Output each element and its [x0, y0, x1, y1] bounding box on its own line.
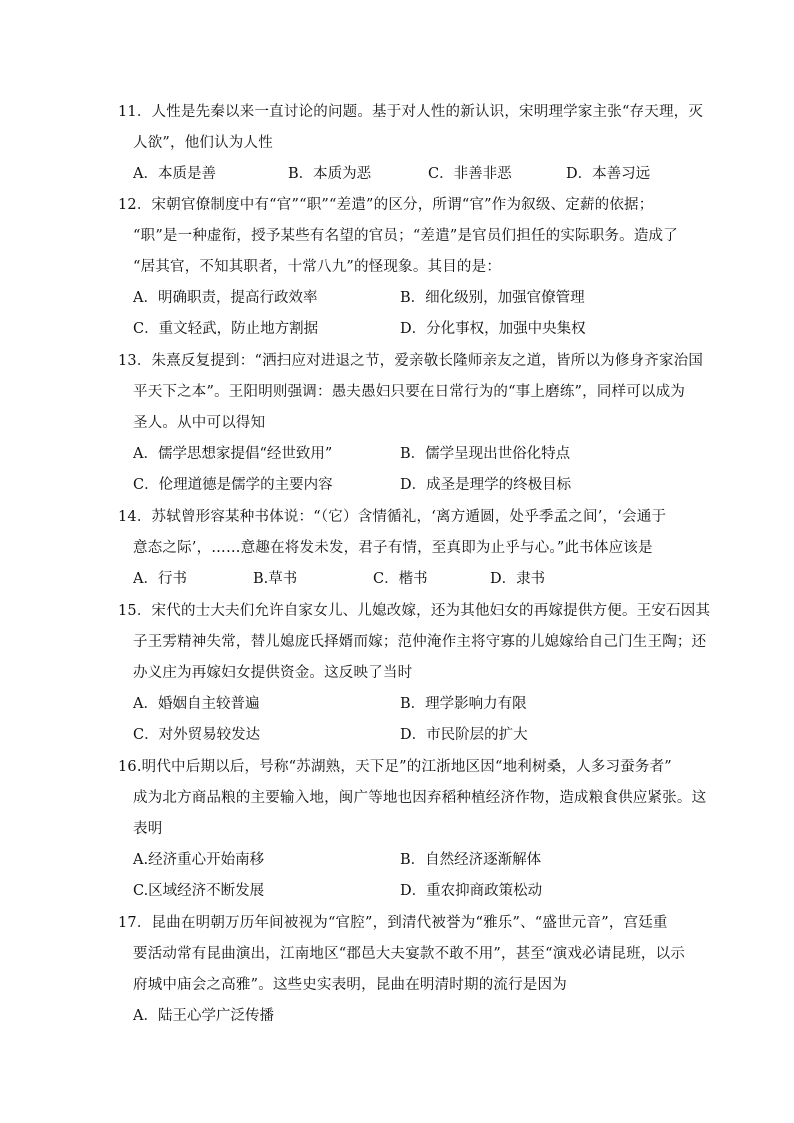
question-14-options [118, 564, 678, 595]
question-13-option-d[interactable]: D．成圣是理学的终极目标 [400, 477, 572, 493]
question-14-option-d[interactable]: D．隶书 [490, 571, 546, 587]
question-12-options-row-1 [118, 283, 678, 314]
question-11-option-d[interactable]: D．本善习远 [566, 166, 651, 182]
question-11-options [118, 159, 678, 190]
question-16-option-b[interactable]: B．自然经济逐渐解体 [400, 852, 542, 868]
question-17-option-a[interactable]: A．陆王心学广泛传播 [133, 1008, 274, 1024]
question-15-option-a[interactable]: A．婚姻自主较普遍 [133, 696, 260, 712]
question-13-stem-line-1: 13．朱熹反复提到：“洒扫应对进退之节，爱亲敬长隆师亲友之道，皆所以为修身齐家治国 [118, 353, 704, 369]
question-13-options-row-2 [118, 470, 678, 501]
question-13-stem-line-2: 平天下之本”。王阳明则强调：愚夫愚妇只要在日常行为的“事上磨练”，同样可以成为 [133, 384, 686, 400]
question-16-option-d[interactable]: D．重农抑商政策松动 [400, 883, 543, 899]
question-11-stem-line-1: 11．人性是先秦以来一直讨论的问题。基于对人性的新认识，宋明理学家主张“存天理，灭 [118, 104, 704, 120]
question-17-stem-line-2: 要活动常有昆曲演出，江南地区“郡邑大夫宴款不敢不用”，甚至“演戏必请昆班，以示 [133, 946, 686, 962]
question-16-options-row-1 [118, 845, 678, 876]
question-16-stem-line-1: 16.明代中后期以后，号称“苏湖熟，天下足”的江浙地区因“地利树桑，人多习蚕务者” [118, 759, 672, 775]
question-14-stem-line-2: 意态之际’，……意趣在将发未发，君子有情，至真即为止乎与心。”此书体应该是 [133, 540, 653, 556]
question-15-stem-line-2: 子王雱精神失常，替儿媳庞氏择婿而嫁；范仲淹作主将守寡的儿媳嫁给自己门生王陶；还 [133, 634, 707, 650]
question-11-option-b[interactable]: B．本质为恶 [288, 166, 372, 182]
question-15 [118, 596, 711, 751]
question-12 [118, 190, 678, 345]
question-13-options-row-1 [118, 439, 678, 470]
question-16-stem-line-3: 表明 [133, 821, 163, 837]
question-13 [118, 346, 704, 501]
question-16-option-a[interactable]: A.经济重心开始南移 [133, 852, 265, 868]
question-15-options-row-2 [118, 720, 678, 751]
question-17-stem-line-3: 府城中庙会之高雅”。这些史实表明，昆曲在明清时期的流行是因为 [133, 977, 567, 993]
question-15-options-row-1 [118, 689, 678, 720]
question-13-option-a[interactable]: A．儒学思想家提倡“经世致用” [133, 446, 333, 462]
question-13-option-b[interactable]: B．儒学呈现出世俗化特点 [400, 446, 571, 462]
question-14-option-c[interactable]: C．楷书 [373, 571, 428, 587]
question-12-stem-line-1: 12．宋朝官僚制度中有“官”“职”“差遣”的区分，所谓“官”作为叙级、定薪的依据； [118, 197, 654, 213]
question-16 [118, 752, 707, 907]
question-12-options-row-2 [118, 314, 678, 345]
question-16-option-c[interactable]: C.区域经济不断发展 [133, 883, 265, 899]
question-14-option-b[interactable]: B.草书 [253, 571, 298, 587]
question-12-stem-line-2: “职”是一种虚衔，授予某些有名望的官员；“差遣”是官员们担任的实际职务。造成了 [133, 228, 678, 244]
question-11-stem-line-2: 人欲”，他们认为人性 [133, 135, 273, 151]
question-12-option-b[interactable]: B．细化级别，加强官僚管理 [400, 290, 585, 306]
question-17 [118, 908, 686, 1032]
question-14-stem-line-1: 14．苏轼曾形容某种书体说：“（它）含情循礼，‘离方遁圆，处乎季孟之间’，‘会通于 [118, 509, 667, 525]
question-15-option-d[interactable]: D．市民阶层的扩大 [400, 727, 528, 743]
question-12-option-c[interactable]: C．重文轻武，防止地方割据 [133, 321, 319, 337]
question-14 [118, 502, 678, 595]
question-15-stem-line-1: 15．宋代的士大夫们允许自家女儿、儿媳改嫁，还为其他妇女的再嫁提供方便。王安石因其 [118, 603, 711, 619]
question-15-stem-line-3: 办义庄为再嫁妇女提供资金。这反映了当时 [133, 665, 413, 681]
question-13-option-c[interactable]: C．伦理道德是儒学的主要内容 [133, 477, 333, 493]
question-11-option-c[interactable]: C．非善非恶 [428, 166, 512, 182]
question-15-option-c[interactable]: C．对外贸易较发达 [133, 727, 261, 743]
question-17-options [118, 1001, 678, 1032]
question-16-stem-line-2: 成为北方商品粮的主要输入地，闽广等地也因弃稻种植经济作物，造成粮食供应紧张。这 [133, 790, 707, 806]
question-12-option-d[interactable]: D．分化事权，加强中央集权 [400, 321, 586, 337]
question-11-option-a[interactable]: A．本质是善 [133, 166, 216, 182]
question-13-stem-line-3: 圣人。从中可以得知 [133, 415, 266, 431]
question-16-options-row-2 [118, 876, 678, 907]
question-12-option-a[interactable]: A．明确职责，提高行政效率 [133, 290, 318, 306]
question-12-stem-line-3: “居其官，不知其职者，十常八九”的怪现象。其目的是： [133, 259, 502, 275]
question-15-option-b[interactable]: B．理学影响力有限 [400, 696, 527, 712]
question-11 [118, 97, 704, 190]
question-14-option-a[interactable]: A．行书 [133, 571, 187, 587]
question-17-stem-line-1: 17．昆曲在明朝万历年间被视为“官腔”，到清代被誉为“雅乐”、“盛世元音”，宫廷重 [118, 915, 668, 931]
